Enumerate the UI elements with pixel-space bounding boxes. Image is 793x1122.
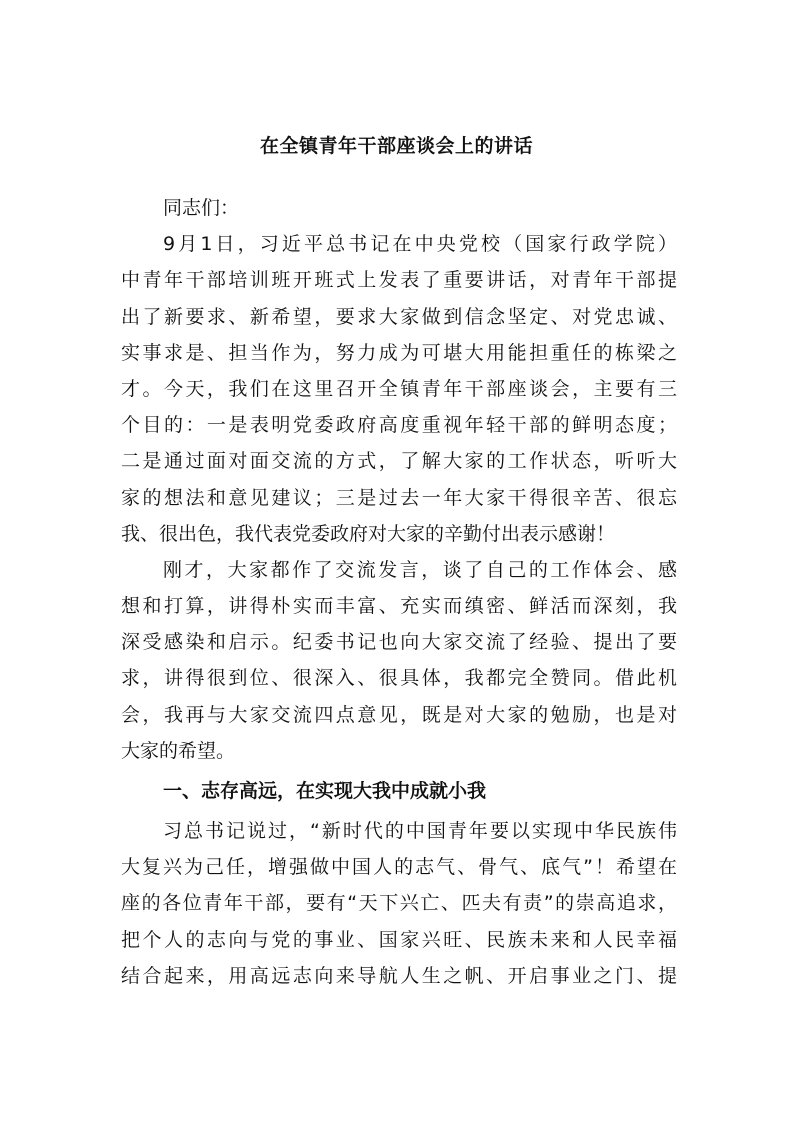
text-line: 我、很出色，我代表党委政府对大家的辛勤付出表示感谢！: [121, 522, 616, 545]
text-line: 个目的：一是表明党委政府高度重视年轻干部的鲜明态度；: [121, 414, 677, 437]
text-line: 刚才，大家都作了交流发言，谈了自己的工作体会、感: [163, 558, 677, 581]
text-line: 深受感染和启示。纪委书记也向大家交流了经验、提出了要: [121, 631, 677, 654]
text-line: 大复兴为己任，增强做中国人的志气、骨气、底气”！希望在: [121, 856, 677, 879]
text-line: 结合起来，用高远志向来导航人生之帆、开启事业之门、提: [121, 964, 677, 987]
text-line: 二是通过面对面交流的方式，了解大家的工作状态，听听大: [121, 450, 677, 473]
text-line: 实事求是、担当作为，努力成为可堪大用能担重任的栋梁之: [121, 341, 677, 364]
text-line: 会，我再与大家交流四点意见，既是对大家的勉励，也是对: [121, 703, 677, 726]
paragraph-3: [121, 813, 677, 994]
text-line: 9月1日，习近平总书记在中央党校（国家行政学院）: [163, 233, 677, 256]
text-line: 求，讲得很到位、很深入、很具体，我都完全赞同。借此机: [121, 667, 677, 690]
text-line: 大家的希望。: [121, 739, 236, 762]
text-line: 家的想法和意见建议；三是过去一年大家干得很辛苦、很忘: [121, 486, 677, 509]
paragraph-1: [121, 226, 677, 552]
section-heading-1: 一、志存高远，在实现大我中成就小我: [163, 780, 487, 802]
text-line: 习总书记说过，“新时代的中国青年要以实现中华民族伟: [163, 820, 677, 842]
document-title: 在全镇青年干部座谈会上的讲话: [259, 135, 533, 157]
text-line: 把个人的志向与党的事业、国家兴旺、民族未来和人民幸福: [121, 928, 677, 951]
text-line: 座的各位青年干部，要有“天下兴亡、匹夫有责”的崇高追求，: [121, 892, 677, 915]
paragraph-2: [121, 552, 677, 769]
document-body: [121, 190, 677, 994]
text-line: 出了新要求、新希望，要求大家做到信念坚定、对党忠诚、: [121, 305, 677, 328]
text-line: 中青年干部培训班开班式上发表了重要讲话，对青年干部提: [121, 269, 677, 292]
salutation: 同志们：: [163, 197, 240, 219]
text-line: 想和打算，讲得朴实而丰富、充实而缜密、鲜活而深刻，我: [121, 595, 677, 618]
text-line: 才。今天，我们在这里召开全镇青年干部座谈会，主要有三: [121, 377, 677, 400]
